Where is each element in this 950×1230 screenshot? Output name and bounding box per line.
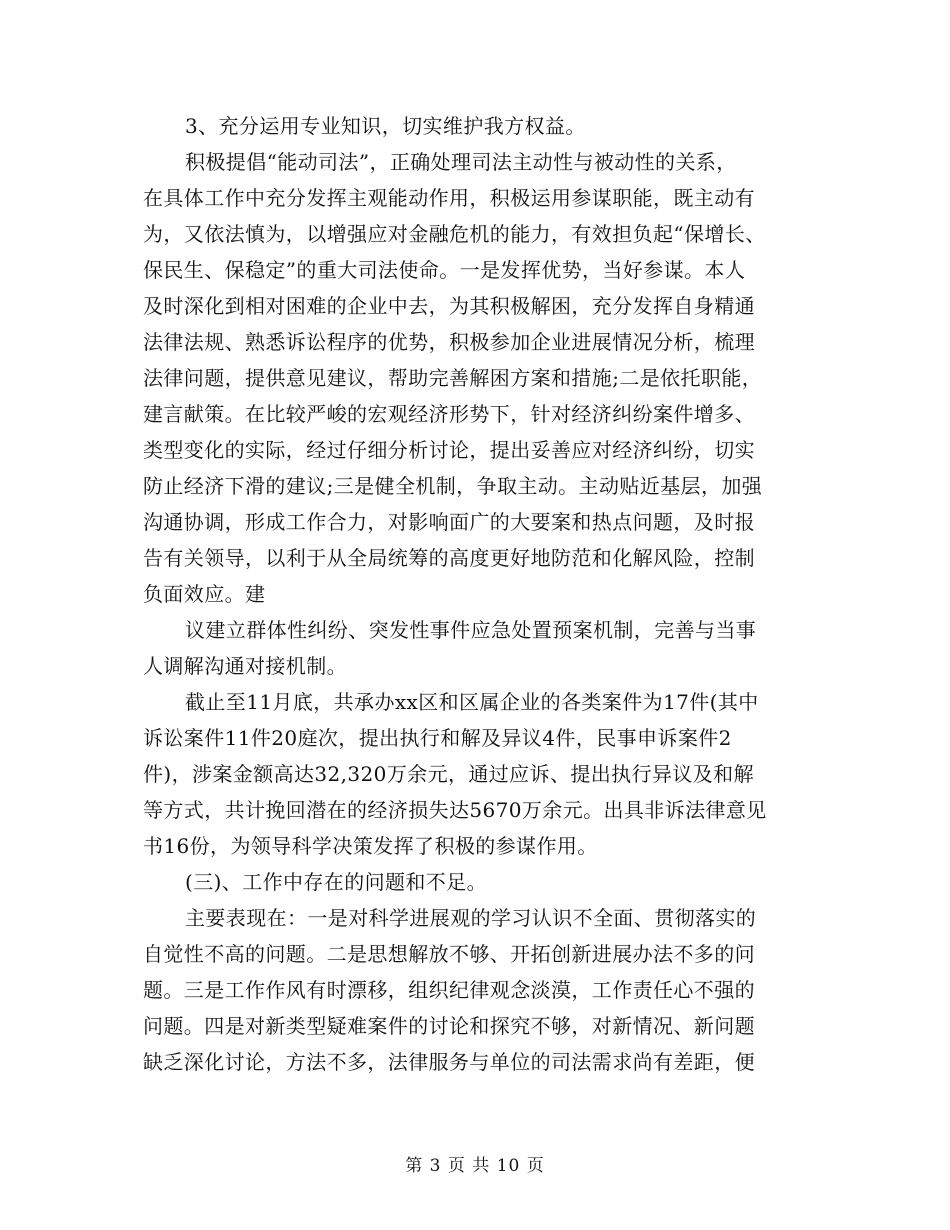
paragraph-line: 问题。四是对新类型疑难案件的讨论和探究不够，对新情况、新问题 — [143, 1014, 755, 1038]
paragraph-line: 议建立群体性纠纷、突发性事件应急处置预案机制，完善与当事 — [185, 618, 757, 642]
paragraph-line: 题。三是工作作风有时漂移，组织纪律观念淡漠，工作责任心不强的 — [143, 978, 755, 1002]
page-number-footer: 第 3 页 共 10 页 — [405, 1156, 545, 1176]
paragraph-line: 积极提倡“能动司法”，正确处理司法主动性与被动性的关系， — [185, 150, 737, 174]
paragraph-line: 法律问题，提供意见建议，帮助完善解困方案和措施;二是依托职能， — [143, 366, 763, 390]
paragraph-line: 自觉性不高的问题。二是思想解放不够、开拓创新进展办法不多的问 — [143, 942, 755, 966]
paragraph-line: 及时深化到相对困难的企业中去，为其积极解困，充分发挥自身精通 — [143, 294, 755, 318]
paragraph-line: 等方式，共计挽回潜在的经济损失达5670万余元。出具非诉法律意见 — [143, 798, 767, 822]
paragraph-line: 截止至11月底，共承办xx区和区属企业的各类案件为17件(其中 — [185, 690, 759, 714]
section-heading: (三)、工作中存在的问题和不足。 — [185, 870, 488, 894]
paragraph-line: 建言献策。在比较严峻的宏观经济形势下，针对经济纠纷案件增多、 — [143, 402, 755, 426]
paragraph-line: 主要表现在：一是对科学进展观的学习认识不全面、贯彻落实的 — [185, 906, 757, 930]
paragraph-line: 书16份，为领导科学决策发挥了积极的参谋作用。 — [143, 834, 598, 858]
paragraph-line: 法律法规、熟悉诉讼程序的优势，积极参加企业进展情况分析，梳理 — [143, 330, 755, 354]
paragraph-line: 沟通协调，形成工作合力，对影响面广的大要案和热点问题，及时报 — [143, 510, 755, 534]
paragraph-line: 类型变化的实际，经过仔细分析讨论，提出妥善应对经济纠纷，切实 — [143, 438, 755, 462]
heading-line: 3、充分运用专业知识，切实维护我方权益。 — [185, 114, 586, 138]
paragraph-line: 为，又依法慎为，以增强应对金融危机的能力，有效担负起“保增长、 — [143, 222, 766, 246]
paragraph-line: 告有关领导，以利于从全局统筹的高度更好地防范和化解风险，控制 — [143, 546, 755, 570]
paragraph-line: 人调解沟通对接机制。 — [143, 654, 347, 678]
paragraph-line: 负面效应。建 — [143, 582, 266, 606]
paragraph-line: 在具体工作中充分发挥主观能动作用，积极运用参谋职能，既主动有 — [143, 186, 755, 210]
paragraph-line: 件)，涉案金额高达32,320万余元，通过应诉、提出执行异议及和解 — [143, 762, 754, 786]
paragraph-line: 防止经济下滑的建议;三是健全机制，争取主动。主动贴近基层，加强 — [143, 474, 763, 498]
paragraph-line: 保民生、保稳定”的重大司法使命。一是发挥优势，当好参谋。本人 — [143, 258, 746, 282]
paragraph-line: 诉讼案件11件20庭次，提出执行和解及异议4件，民事申诉案件2 — [143, 726, 732, 750]
paragraph-line: 缺乏深化讨论，方法不多，法律服务与单位的司法需求尚有差距，便 — [143, 1050, 755, 1074]
